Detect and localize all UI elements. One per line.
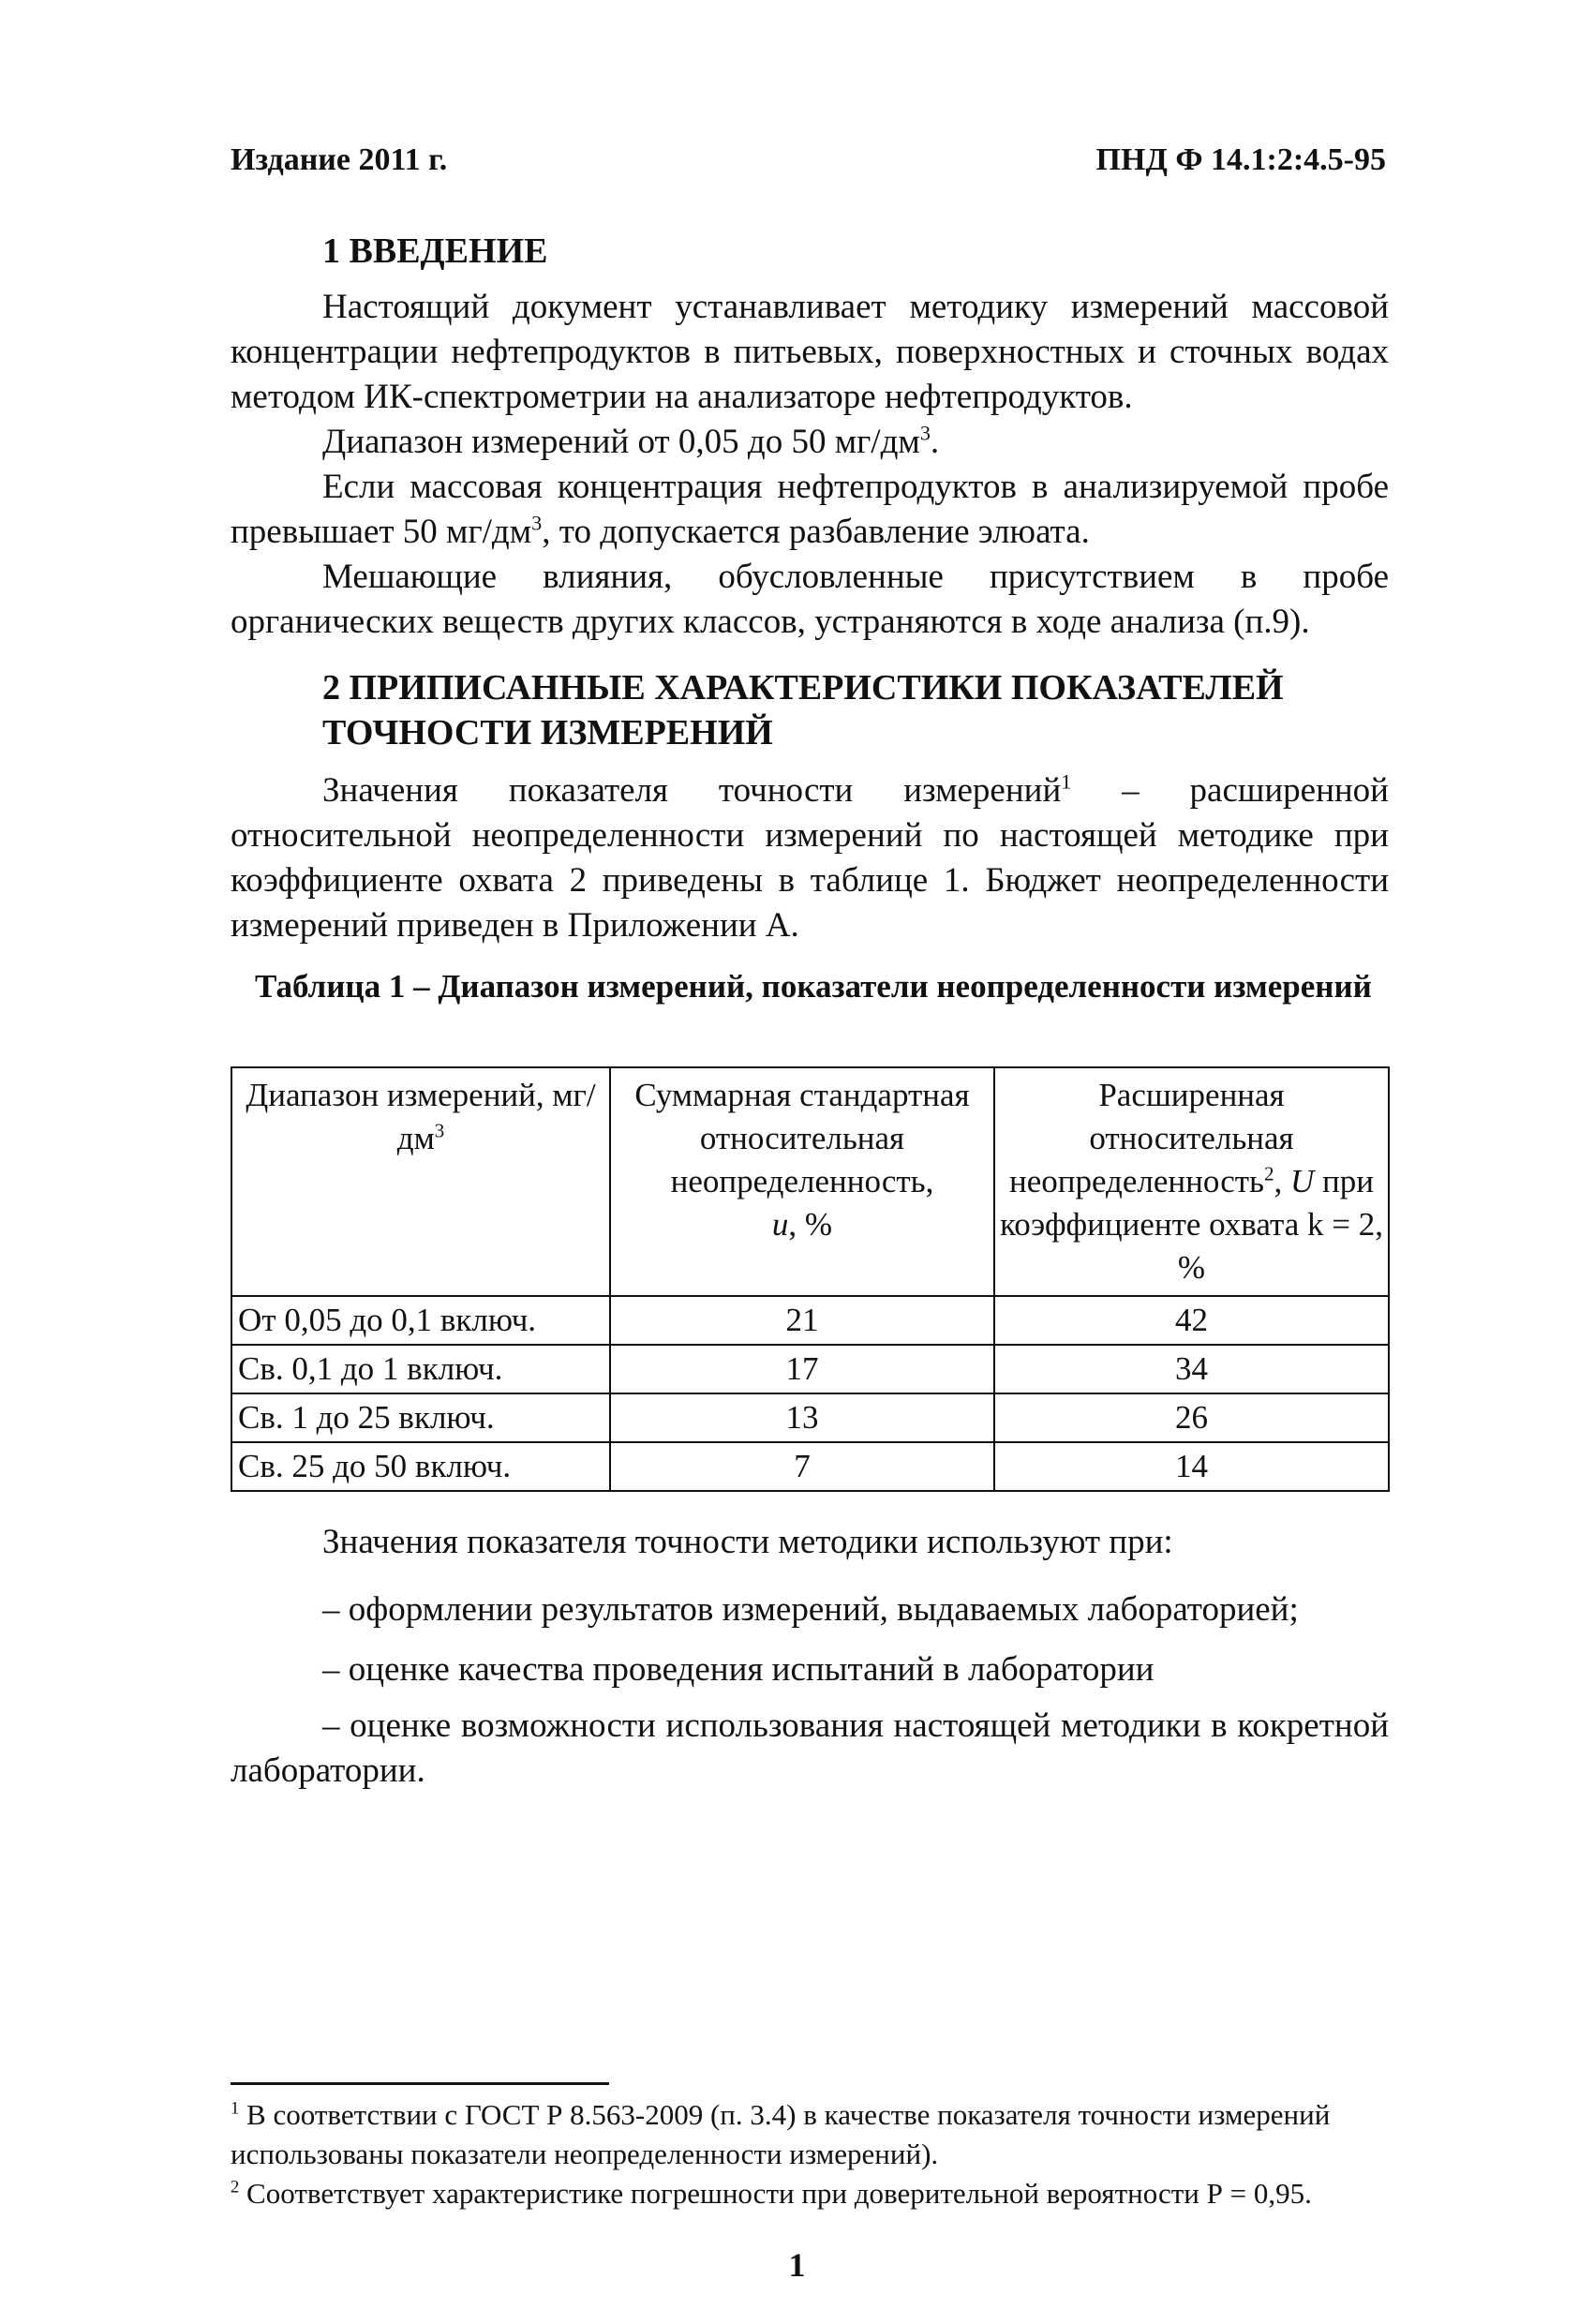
cell-range: Св. 1 до 25 включ.: [231, 1393, 610, 1442]
table-row: [231, 1442, 1389, 1491]
usage-intro: Значения показателя точности методики используют при:: [322, 1523, 1173, 1561]
cell-u: 7: [610, 1442, 994, 1491]
section-1-paragraph-range: Диапазон измерений от 0,05 до 50 $мг/дм^3$.: [322, 421, 940, 461]
page-number: 1: [788, 2246, 806, 2284]
header-standard-uncertainty: Суммарная стандартная относительная неопределенность, u, %: [610, 1067, 994, 1296]
usage-item-2: – оценке качества проведения испытаний в лаборатории: [322, 1650, 1155, 1689]
table-caption: Таблица 1 – Диапазон измерений, показатели неопределенности измерений: [255, 968, 1372, 1005]
section-1-title: 1 ВВЕДЕНИЕ: [322, 231, 548, 271]
cell-U: 34: [994, 1345, 1389, 1393]
table-row: [231, 1345, 1389, 1393]
cell-U: 14: [994, 1442, 1389, 1491]
cell-range: Св. 25 до 50 включ.: [231, 1442, 610, 1491]
cell-U: 26: [994, 1393, 1389, 1442]
section-1-paragraph-dilution: Если массовая концентрация нефтепродуктов в анализируемой пробе превышает 50 $мг/дм^3$, то допускается разбавление элюата.: [231, 468, 1389, 551]
cell-u: 13: [610, 1393, 994, 1442]
cell-u: 21: [610, 1296, 994, 1345]
table-row: [231, 1296, 1389, 1345]
uncertainty-table: [231, 1066, 1390, 1492]
section-1-paragraph-1: Настоящий документ устанавливает методику измерений массовой концентрации нефтепродуктов в питьевых, поверхностных и сточных водах методом ИК-спектрометрии на анализаторе нефтепродуктов.: [231, 288, 1389, 416]
footnote-1: $^1$ В соответствии с ГОСТ Р 8.563-2009 (п. 3.4) в качестве показателя точности измерений использованы показатели неопределенности измерений).: [231, 2098, 1331, 2170]
footnote-divider: [231, 2082, 609, 2085]
section-2-title: 2 ПРИПИСАННЫЕ ХАРАКТЕРИСТИКИ ПОКАЗАТЕЛЕЙ ТОЧНОСТИ ИЗМЕРЕНИЙ: [322, 668, 1284, 752]
header-expanded-uncertainty: Расширенная относительная неопределенность$^2$, U при коэффициенте охвата k = 2, %: [994, 1067, 1389, 1296]
usage-item-1: – оформлении результатов измерений, выдаваемых лабораторией;: [322, 1590, 1299, 1629]
table-header-row: [231, 1067, 1389, 1296]
cell-u: 17: [610, 1345, 994, 1393]
section-1-paragraph-interference: Мешающие влияния, обусловленные присутствием в пробе органических веществ других классов, устраняются в ходе анализа (п.9).: [231, 558, 1389, 641]
table-row: [231, 1393, 1389, 1442]
usage-item-3: – оценке возможности использования настоящей методики в кокретной лаборатории.: [231, 1706, 1389, 1790]
footnote-2: $^2$ Соответствует характеристике погрешности при доверительной вероятности Р = 0,95.: [231, 2177, 1312, 2210]
section-2-paragraph: Значения показателя точности измерений$^1$ – расширенной относительной неопределенности измерений по настоящей методике при коэффициенте охвата 2 приведены в таблице 1. Бюджет неопределенности измерений приведен в Приложении А.: [231, 769, 1389, 945]
header-range: Диапазон измерений, $мг/дм^3$: [231, 1067, 610, 1296]
cell-U: 42: [994, 1296, 1389, 1345]
document-code-header: ПНД Ф 14.1:2:4.5-95: [1095, 142, 1386, 177]
cell-range: От 0,05 до 0,1 включ.: [231, 1296, 610, 1345]
edition-header: Издание 2011 г.: [231, 142, 448, 177]
cell-range: Св. 0,1 до 1 включ.: [231, 1345, 610, 1393]
